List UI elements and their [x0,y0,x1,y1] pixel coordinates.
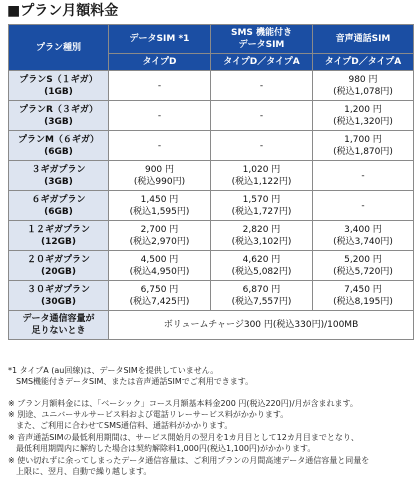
price: - [259,140,264,151]
price-cell [109,251,211,281]
plan-row [9,251,414,281]
price-tax-included: (税込1,320円) [333,116,393,127]
plan-name-cell [9,281,109,311]
price-tax-included: (税込1,122円) [231,176,292,187]
price-cell [109,281,211,311]
price: - [157,140,162,151]
plan-name-cell [9,221,109,251]
price: 1,020 円 [242,164,281,175]
plan-name-cell [9,251,109,281]
price-tax-included: (税込7,425円) [129,296,190,307]
price: 1,450 円 [140,194,179,205]
plan-name-cell [9,71,109,101]
plan-row [9,191,414,221]
price-tax-included: (税込1,078円) [333,86,393,97]
price-cell [211,101,313,131]
price-cell [109,221,211,251]
plan-row [9,71,414,101]
volume-charge-label-line1: データ通信容量が [22,314,95,324]
price-tax-included: (税込1,595円) [129,206,190,217]
price: 1,570 円 [242,194,281,205]
price: - [361,200,365,211]
price-cell [109,71,211,101]
volume-charge-value: ボリュームチャージ300 円(税込330円)/100MB [109,311,414,340]
price-cell [211,131,313,161]
volume-charge-label-line2: 足りないとき [31,326,86,336]
price: - [157,80,162,91]
plan-name: プランR（３ギガ） [18,104,99,115]
plan-name: ２０ギガプラン [26,254,90,265]
plan-capacity: (3GB) [44,116,73,127]
plan-capacity: (20GB) [41,266,76,277]
plan-name: １２ギガプラン [26,224,90,235]
plan-capacity: (1GB) [44,86,73,97]
note-line: また、ご利用に合わせてSMS通信料、通話料がかかります。 [16,421,233,430]
page-title: ■プラン月額料金 [7,3,119,19]
plan-name: ６ギガプラン [31,194,86,205]
note-line: ※ 音声通話SIMの最低利用期間は、サービス開始月の翌月を1カ月目として12カ月目までとなり、 [8,433,359,442]
price-tax-included: (税込1,727円) [231,206,292,217]
plan-capacity: (3GB) [44,176,73,187]
price-cell [211,71,313,101]
plan-row [9,281,414,311]
price-cell [313,281,414,311]
plan-name: ３ギガプラン [31,164,86,175]
price-table [8,24,414,340]
plan-name-cell [9,101,109,131]
price: - [259,110,264,121]
price-cell [313,131,414,161]
note-line: SMS機能付きデータSIM、または音声通話SIMでご利用できます。 [16,377,254,386]
price-tax-included: (税込7,557円) [231,296,292,307]
price: 4,500 円 [140,254,179,265]
plan-name-cell [9,191,109,221]
plan-row [9,131,414,161]
price-cell [211,221,313,251]
plan-name: プランM（６ギガ） [17,134,100,145]
volume-charge-label [9,311,109,340]
price-tax-included: (税込1,870円) [333,146,393,157]
price-tax-included: (税込2,970円) [129,236,190,247]
price-cell [313,71,414,101]
plan-row [9,221,414,251]
plan-capacity: (30GB) [41,296,76,307]
price-tax-included: (税込3,740円) [333,236,393,247]
price-tax-included: (税込4,950円) [129,266,190,277]
price: 900 円 [144,164,175,175]
price: 6,870 円 [242,284,281,295]
price-cell [109,101,211,131]
price: 4,620 円 [242,254,281,265]
price: 5,200 円 [344,254,382,265]
note-line: 上限に、翌月、自動で繰り越します。 [16,467,152,476]
notes [8,365,413,477]
price: 7,450 円 [344,284,382,295]
price-tax-included: (税込3,102円) [231,236,292,247]
price-cell [313,101,414,131]
price-cell [109,161,211,191]
volume-charge-row [9,311,414,340]
header-sms-data-sim: SMS 機能付き データSIM [211,25,313,54]
plan-row [9,101,414,131]
plan-row [9,161,414,191]
price-cell [313,161,414,191]
note-line: ※ 別途、ユニバーサルサービス料および電話リレーサービス料がかかります。 [8,410,289,419]
price-cell [109,191,211,221]
price-cell [313,191,414,221]
price-cell [313,251,414,281]
price: 3,400 円 [344,224,382,235]
price-cell [211,251,313,281]
price-tax-included: (税込5,082円) [231,266,292,277]
note-line: 最低利用期間内に解約した場合は契約解除料1,000円(税込1,100円)がかかります。 [16,444,316,453]
header-row [9,25,414,54]
price: 1,700 円 [344,134,382,145]
plan-capacity: (6GB) [44,206,73,217]
price-cell [211,161,313,191]
header-plan-type: プラン種別 [9,25,109,71]
price: - [157,110,162,121]
price: 980 円 [348,74,378,85]
plan-name-cell [9,131,109,161]
price-tax-included: (税込8,195円) [333,296,393,307]
price-cell [211,281,313,311]
plan-capacity: (6GB) [44,146,73,157]
price: - [361,170,365,181]
price: 2,700 円 [140,224,179,235]
price: - [259,80,264,91]
header-voice-sim: 音声通話SIM [313,25,414,54]
price: 2,820 円 [242,224,281,235]
note-line: ※ 使い切れずに余ってしまったデータ通信容量は、ご利用プランの月間高速データ通信容量と同量を [8,456,370,465]
price-cell [109,131,211,161]
plan-name: ３０ギガプラン [26,284,90,295]
plan-name: プランS（１ギガ） [19,74,98,85]
plan-name-cell [9,161,109,191]
price-cell [313,221,414,251]
price-tax-included: (税込5,720円) [333,266,393,277]
price-tax-included: (税込990円) [133,176,186,187]
note-line: ※ プラン月額料金には、「ベーシック」コース月額基本料金200 円(税込220円)/月が含まれます。 [8,399,358,408]
price: 6,750 円 [140,284,179,295]
plan-capacity: (12GB) [41,236,76,247]
subheader-voice-sim: タイプD／タイプA [313,54,414,71]
price: 1,200 円 [344,104,382,115]
subheader-data-sim: タイプD [109,54,211,71]
subheader-sms-data-sim: タイプD／タイプA [211,54,313,71]
header-data-sim: データSIM *1 [109,25,211,54]
note-line: *1 タイプA (au回線)は、データSIMを提供していません。 [8,366,219,375]
price-cell [211,191,313,221]
